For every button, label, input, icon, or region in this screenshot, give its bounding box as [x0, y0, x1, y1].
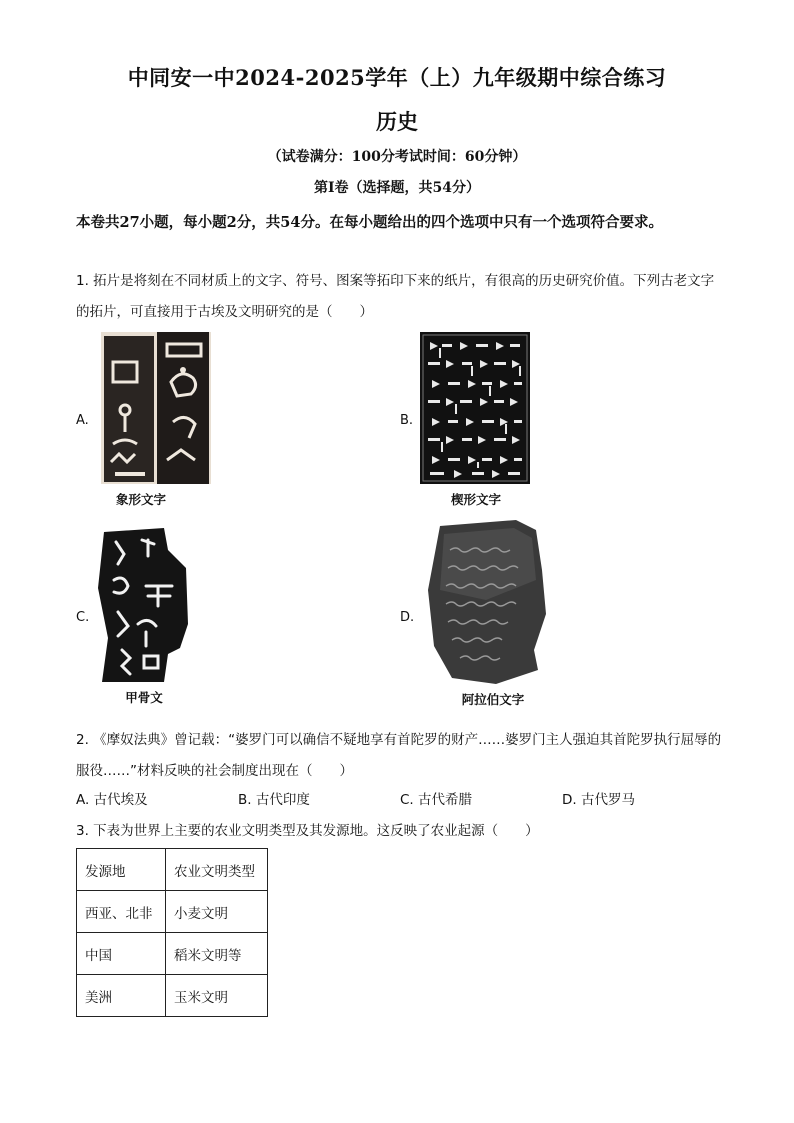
oracle-bone-rubbing-image — [98, 528, 190, 682]
exam-subject: 历史 — [376, 109, 418, 134]
table-row — [77, 891, 268, 933]
option-d-letter: D. — [400, 610, 415, 625]
option-a-letter: A. — [76, 413, 89, 428]
option-a-caption: 象形文字 — [115, 492, 166, 507]
table-cell: 发源地 — [77, 849, 166, 891]
question-2-choice-a: A. 古代埃及 — [76, 792, 148, 808]
table-cell: 西亚、北非 — [77, 891, 166, 933]
option-c-caption: 甲骨文 — [125, 690, 163, 705]
table-cell: 中国 — [77, 933, 166, 975]
section-instructions: 本卷共27小题，每小题2分，共54分。在每小题给出的四个选项中只有一个选项符合要求。 — [76, 214, 663, 231]
option-b-letter: B. — [400, 413, 414, 428]
option-c-letter: C. — [76, 610, 90, 625]
question-3-text: 3. 下表为世界上主要的农业文明类型及其发源地。这反映了农业起源（ ） — [76, 823, 539, 839]
question-2-choices — [76, 788, 726, 812]
table-row — [77, 849, 268, 891]
section-heading: 第Ⅰ卷（选择题，共54分） — [313, 180, 481, 196]
cuneiform-tablet-image — [420, 332, 530, 484]
arabic-inscription-image — [426, 520, 550, 684]
table-cell: 稻米文明等 — [166, 933, 268, 975]
question-1-text: 1. 拓片是将刻在不同材质上的文字、符号、图案等拓印下来的纸片，有很高的历史研究价值。下列古老文字的拓片，可直接用于古埃及文明研究的是（ ） — [76, 273, 715, 320]
table-cell: 美洲 — [77, 975, 166, 1017]
question-2-text: 2. 《摩奴法典》曾记载：“婆罗门可以确信不疑地享有首陀罗的财产……婆罗门主人强迫其首陀罗执行屈辱的服役……”材料反映的社会制度出现在（ ） — [76, 732, 722, 779]
hieroglyph-rubbing-image — [101, 332, 211, 484]
table-cell: 玉米文明 — [166, 975, 268, 1017]
table-cell: 农业文明类型 — [166, 849, 268, 891]
exam-meta: （试卷满分：100分考试时间：60分钟） — [267, 149, 527, 165]
option-b-caption: 楔形文字 — [450, 492, 501, 507]
option-d-caption: 阿拉伯文字 — [461, 692, 525, 707]
question-2-choice-b: B. 古代印度 — [238, 792, 310, 808]
exam-title: 中同安一中2024-2025学年（上）九年级期中综合练习 — [127, 65, 667, 90]
table-row — [77, 933, 268, 975]
question-2-choice-c: C. 古代希腊 — [400, 792, 473, 808]
question-2-choice-d: D. 古代罗马 — [562, 792, 635, 808]
agriculture-table — [76, 848, 268, 1017]
table-row — [77, 975, 268, 1017]
table-cell: 小麦文明 — [166, 891, 268, 933]
